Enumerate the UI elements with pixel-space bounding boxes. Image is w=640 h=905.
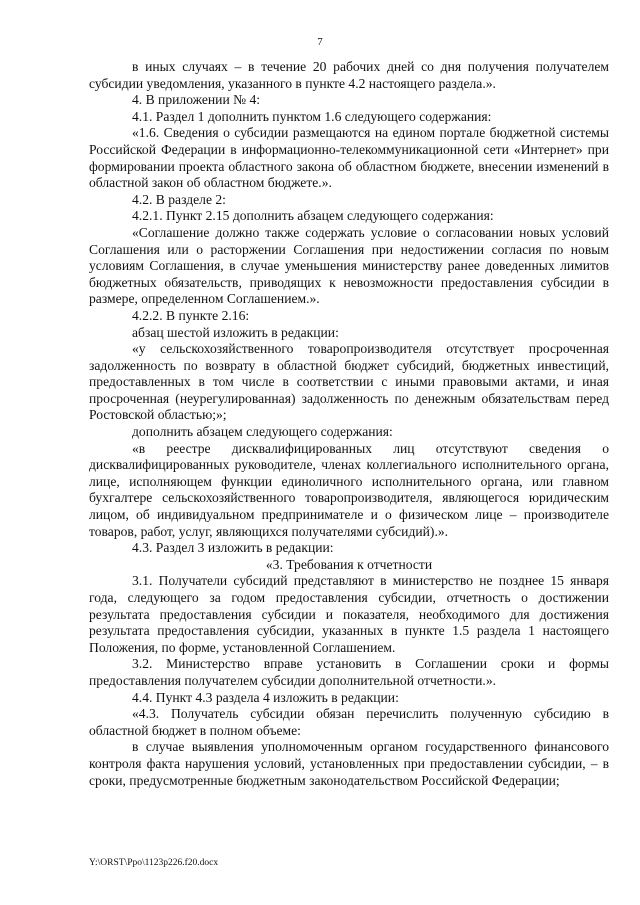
paragraph: 3.2. Министерство вправе установить в Соглашении сроки и формы предоставления получателем субсидии дополнительной отчетности.». [89, 656, 609, 688]
paragraph: в иных случаях – в течение 20 рабочих дней со дня получения получателем субсидии уведомления, указанного в пункте 4.2 настоящего раздела.». [89, 59, 609, 91]
paragraph: 4.2.1. Пункт 2.15 дополнить абзацем следующего содержания: [132, 208, 494, 224]
paragraph: в случае выявления уполномоченным органом государственного финансового контроля факта нарушения условий, установленных при предоставлении субсидии, – в сроки, предусмотренные бюджетным законодательством Российской Федерации; [89, 739, 609, 788]
paragraph: дополнить абзацем следующего содержания: [132, 424, 393, 440]
paragraph: «в реестре дисквалифицированных лиц отсутствуют сведения о дисквалифицированных руководителе, членах коллегиального исполнительного органа, лице, исполняющем функции единоличного исполнительного органа, или главном бухгалтере сельскохозяйственного товаропроизводителя, являющегося юридическим лицом, об индивидуальном предпринимателе и о физическом лице – производителе товаров, работ, услуг, являющихся получателями субсидий).». [89, 440, 609, 539]
paragraph: «4.3. Получатель субсидии обязан перечислить полученную субсидию в областной бюджет в полном объеме: [89, 706, 609, 738]
paragraph: 3.1. Получатели субсидий представляют в министерство не позднее 15 января года, следующего за годом предоставления субсидии, отчетность о достижении результата предоставления субсидии и показателя, необходимого для достижения результата предоставления субсидии, указанных в пункте 1.5 раздела 1 настоящего Положения, по форме, установленной Соглашением. [89, 573, 609, 655]
paragraph: 4.1. Раздел 1 дополнить пунктом 1.6 следующего содержания: [132, 108, 492, 124]
document-body [89, 59, 609, 789]
file-path-footer: Y:\ORST\Ppo\1123p226.f20.docx [89, 858, 219, 868]
section-heading: «3. Требования к отчетности [265, 556, 433, 572]
paragraph: «1.6. Сведения о субсидии размещаются на едином портале бюджетной системы Российской Федерации в информационно-телекоммуникационной сети «Интернет» при формировании проекта областного закона об областном бюджете, внесении изменений в областной закон об областном бюджете.». [89, 125, 609, 191]
paragraph: «у сельскохозяйственного товаропроизводителя отсутствует просроченная задолженность по возврату в областной бюджет субсидий, бюджетных инвестиций, предоставленных в том числе в соответствии с иными правовыми актами, и иная просроченная (неурегулированная) задолженность по денежным обязательствам перед Ростовской областью;»; [89, 341, 609, 423]
paragraph: 4.2.2. В пункте 2.16: [132, 307, 250, 323]
paragraph: абзац шестой изложить в редакции: [132, 324, 339, 340]
paragraph: «Соглашение должно также содержать условие о согласовании новых условий Соглашения или о расторжении Соглашения при недостижении согласия по новым условиям Соглашения, в случае уменьшения министерству ранее доведенных лимитов бюджетных обязательств, приводящих к невозможности предоставления субсидии в размере, определенном Соглашением.». [89, 224, 609, 307]
paragraph: 4.2. В разделе 2: [132, 191, 226, 207]
paragraph: 4. В приложении № 4: [132, 92, 261, 108]
page-number: 7 [317, 36, 323, 48]
paragraph: 4.3. Раздел 3 изложить в редакции: [132, 540, 334, 556]
paragraph: 4.4. Пункт 4.3 раздела 4 изложить в редакции: [132, 689, 399, 705]
